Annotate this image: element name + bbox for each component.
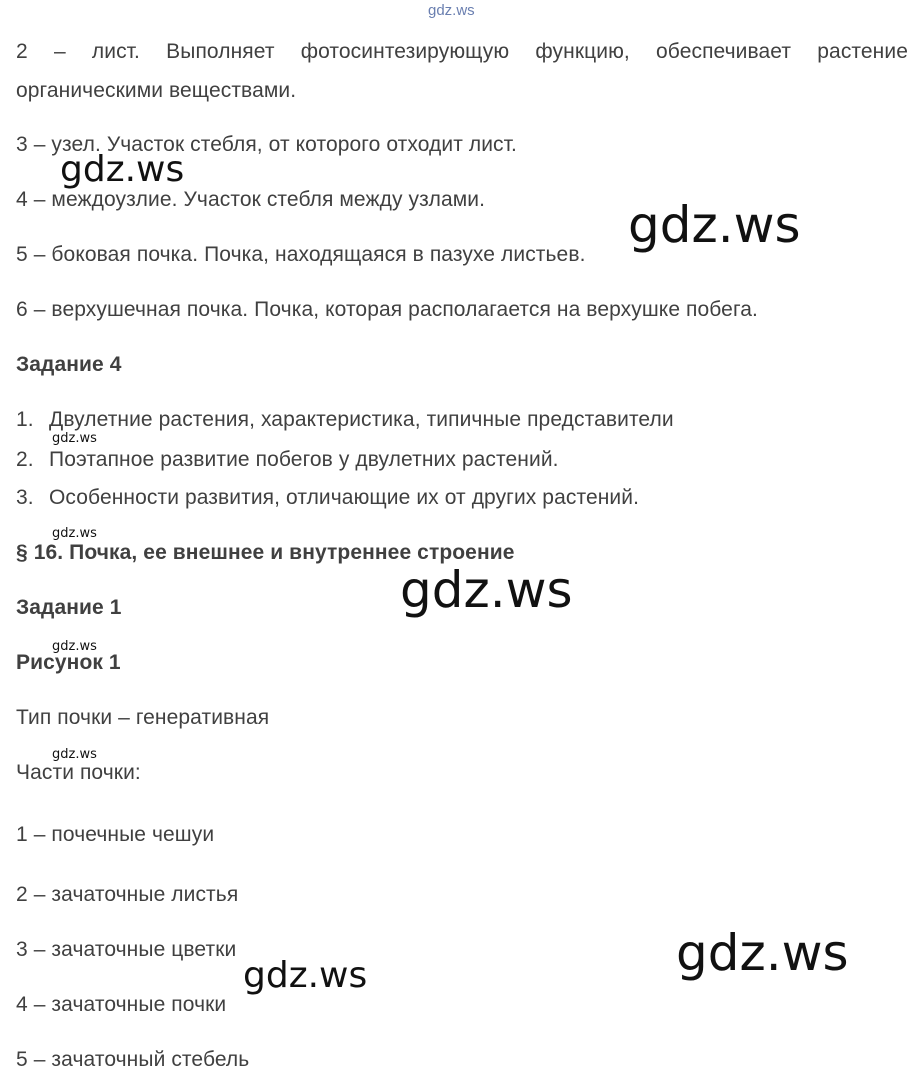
watermark: gdz.ws (52, 526, 97, 541)
top-watermark: gdz.ws (428, 2, 475, 19)
task4-list-item (16, 448, 559, 472)
watermark: gdz.ws (52, 431, 97, 446)
watermark: gdz.ws (52, 747, 97, 762)
section-title: § 16. Почка, ее внешнее и внутреннее строение (16, 541, 515, 564)
bud-part-item: 1 – почечные чешуи (16, 823, 215, 846)
task4-list-item (16, 408, 674, 432)
bud-type-text: Тип почки – генеративная (16, 706, 270, 729)
watermark: gdz.ws (628, 196, 801, 254)
paragraph-lateral-bud: 5 – боковая почка. Почка, находящаяся в пазухе листьев. (16, 243, 586, 266)
list-item-number: 1. (16, 408, 34, 431)
watermark: gdz.ws (676, 924, 849, 982)
paragraph-leaf-line1: 2 – лист. Выполняет фотосинтезирующую функцию, обеспечивает растение (16, 40, 908, 63)
bud-parts-heading: Части почки: (16, 761, 141, 784)
task1-heading: Задание 1 (16, 596, 122, 619)
watermark: gdz.ws (52, 639, 97, 654)
task4-heading: Задание 4 (16, 353, 122, 376)
figure1-heading: Рисунок 1 (16, 651, 121, 674)
bud-part-item: 2 – зачаточные листья (16, 883, 239, 906)
list-item-number: 2. (16, 448, 34, 471)
watermark: gdz.ws (60, 149, 185, 190)
paragraph-node: 3 – узел. Участок стебля, от которого отходит лист. (16, 133, 517, 156)
watermark: gdz.ws (243, 955, 368, 996)
bud-part-item: 4 – зачаточные почки (16, 993, 227, 1016)
list-item-text: Двулетние растения, характеристика, типичные представители (49, 408, 674, 431)
task4-list-item (16, 486, 639, 510)
list-item-number: 3. (16, 486, 34, 509)
bud-part-item: 3 – зачаточные цветки (16, 938, 237, 961)
watermark: gdz.ws (400, 561, 573, 619)
list-item-text: Поэтапное развитие побегов у двулетних растений. (49, 448, 559, 471)
paragraph-apical-bud: 6 – верхушечная почка. Почка, которая располагается на верхушке побега. (16, 298, 758, 321)
paragraph-leaf-line2: органическими веществами. (16, 79, 297, 102)
list-item-text: Особенности развития, отличающие их от других растений. (49, 486, 640, 509)
paragraph-internode: 4 – междоузлие. Участок стебля между узлами. (16, 188, 486, 211)
bud-part-item: 5 – зачаточный стебель (16, 1048, 250, 1071)
